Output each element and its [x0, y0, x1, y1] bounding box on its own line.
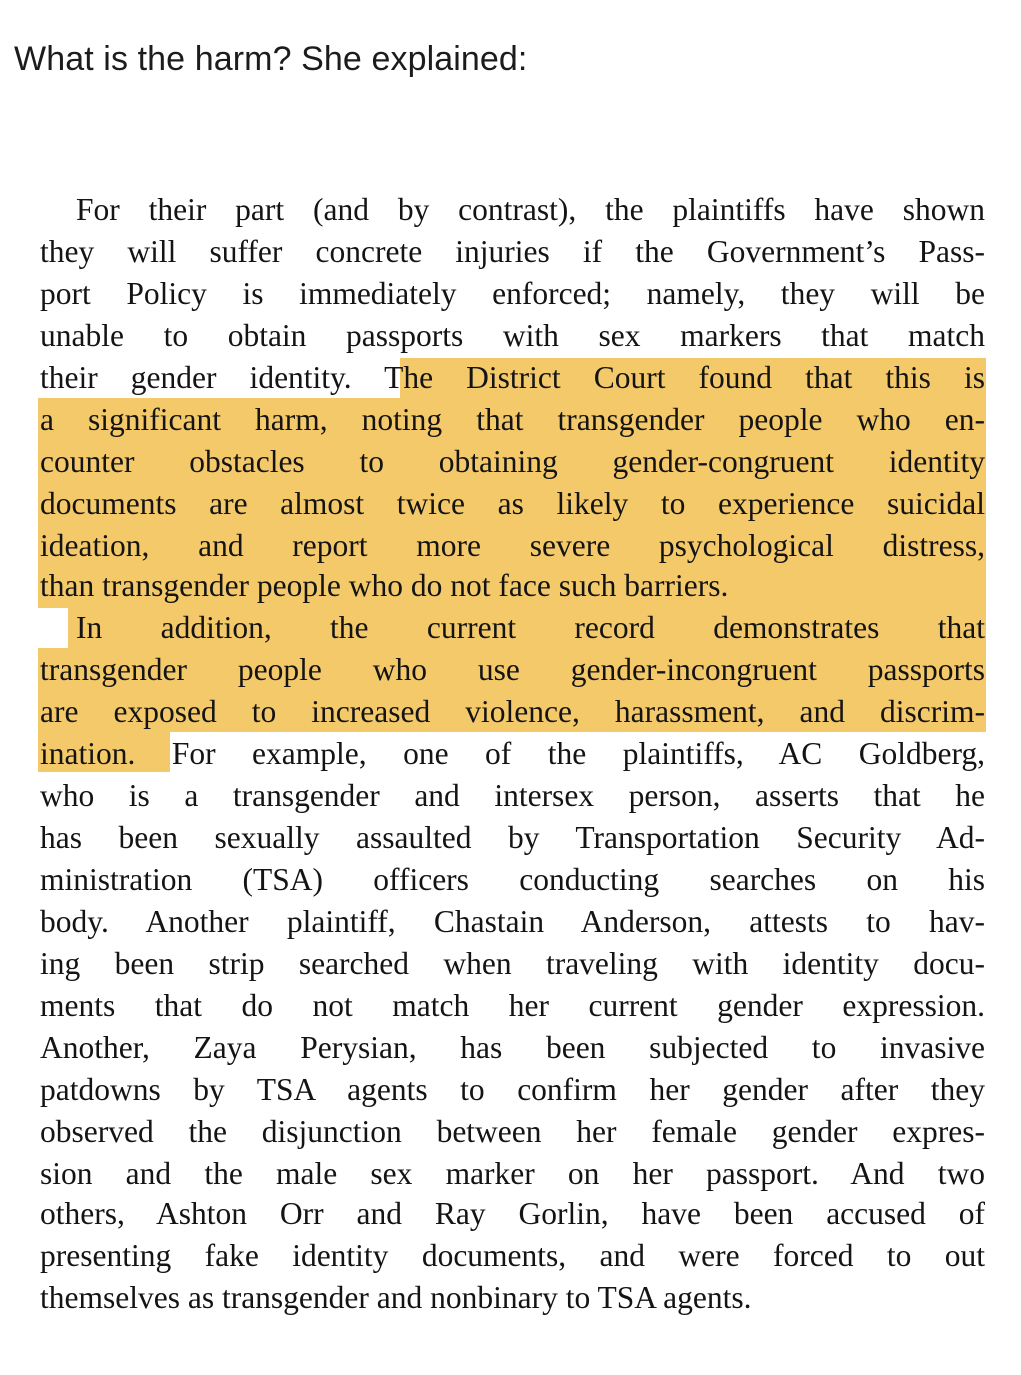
- post-heading: What is the harm? She explained:: [14, 40, 528, 78]
- text-line: ing been strip searched when traveling with identity docu-: [40, 946, 985, 981]
- text-line: their gender identity. The District Court found that this is: [40, 360, 985, 395]
- text-line: who is a transgender and intersex person, asserts that he: [40, 778, 985, 813]
- text-line: counter obstacles to obtaining gender-congruent identity: [40, 444, 985, 479]
- text-line: Another, Zaya Perysian, has been subjected to invasive: [40, 1030, 985, 1065]
- text-line: themselves as transgender and nonbinary to TSA agents.: [40, 1280, 752, 1315]
- text-line: ministration (TSA) officers conducting searches on his: [40, 862, 985, 897]
- text-line: they will suffer concrete injuries if the Government’s Pass-: [40, 234, 985, 269]
- text-line: has been sexually assaulted by Transportation Security Ad-: [40, 820, 985, 855]
- text-line: transgender people who use gender-incongruent passports: [40, 652, 985, 687]
- text-line: presenting fake identity documents, and were forced to out: [40, 1238, 985, 1273]
- text-line: a significant harm, noting that transgender people who en-: [40, 402, 985, 437]
- text-line: port Policy is immediately enforced; namely, they will be: [40, 276, 985, 311]
- text-line: ination. For example, one of the plaintiffs, AC Goldberg,: [40, 736, 985, 771]
- text-line: For their part (and by contrast), the plaintiffs have shown: [76, 192, 985, 227]
- text-line: body. Another plaintiff, Chastain Anderson, attests to hav-: [40, 904, 985, 939]
- text-line: than transgender people who do not face such barriers.: [40, 568, 729, 603]
- text-line: are exposed to increased violence, harassment, and discrim-: [40, 694, 985, 729]
- text-line: sion and the male sex marker on her passport. And two: [40, 1156, 985, 1191]
- text-line: unable to obtain passports with sex markers that match: [40, 318, 985, 353]
- text-line: ments that do not match her current gender expression.: [40, 988, 985, 1023]
- text-line: observed the disjunction between her female gender expres-: [40, 1114, 985, 1149]
- text-line: ideation, and report more severe psychological distress,: [40, 528, 985, 563]
- text-line: In addition, the current record demonstrates that: [76, 610, 985, 645]
- text-line: documents are almost twice as likely to experience suicidal: [40, 486, 985, 521]
- text-line: patdowns by TSA agents to confirm her gender after they: [40, 1072, 985, 1107]
- text-line: others, Ashton Orr and Ray Gorlin, have been accused of: [40, 1196, 985, 1231]
